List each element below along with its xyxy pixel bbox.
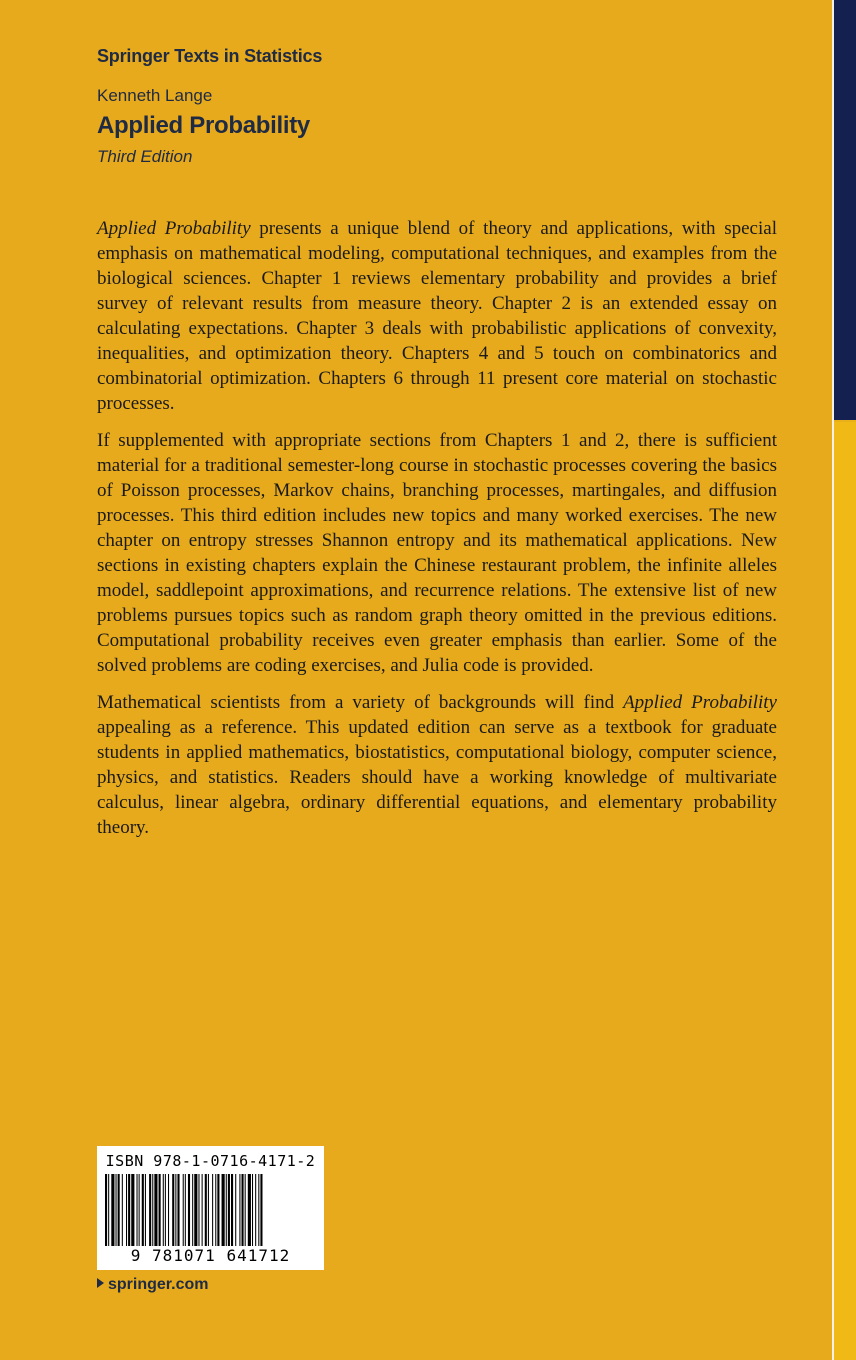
book-title: Applied Probability xyxy=(97,112,310,139)
blurb-paragraph-3-text: appealing as a reference. This updated edition can serve as a textbook for graduate students in applied mathematics, biostatistics, computational biology, computer science, physics, and statistics. Readers should have a working knowledge of multivariate calculus, linear algebra, ordinary differential equations, and elementary probability theory. xyxy=(97,717,777,838)
publisher-website-label: springer.com xyxy=(108,1276,209,1293)
blurb-paragraph-3-lead: Mathematical scientists from a variety of backgrounds will find xyxy=(97,692,624,713)
spine-divider-line xyxy=(832,0,834,1360)
barcode-panel xyxy=(97,1146,324,1270)
blurb-paragraph-3 xyxy=(97,690,777,840)
barcode-icon xyxy=(105,1174,316,1246)
blurb-title-ref: Applied Probability xyxy=(97,218,251,239)
edition-label: Third Edition xyxy=(97,147,193,166)
series-name: Springer Texts in Statistics xyxy=(97,46,323,66)
author-name: Kenneth Lange xyxy=(97,86,213,105)
blurb-title-ref-2: Applied Probability xyxy=(623,692,777,713)
blurb-paragraph-1 xyxy=(97,216,777,416)
blurb xyxy=(97,216,777,852)
blurb-paragraph-1-text: presents a unique blend of theory and applications, with special emphasis on mathematical modeling, computational techniques, and examples from the biological sciences. Chapter 1 reviews elementary probability and provides a brief survey of relevant results from measure theory. Chapter 2 is an extended essay on calculating expectations. Chapter 3 deals with probabilistic applications of convexity, inequalities, and optimization theory. Chapters 4 and 5 touch on combinatorics and combinatorial optimization. Chapters 6 through 11 present core material on stochastic processes. xyxy=(97,218,777,414)
arrow-right-icon xyxy=(97,1278,104,1288)
isbn-label: ISBN 978-1-0716-4171-2 xyxy=(105,1152,316,1170)
spine-gold-band xyxy=(832,422,856,1360)
blurb-paragraph-2: If supplemented with appropriate sections from Chapters 1 and 2, there is sufficient material for a traditional semester-long course in stochastic processes covering the basics of Poisson processes, Markov chains, branching processes, martingales, and diffusion processes. This third edition includes new topics and many worked exercises. The new chapter on entropy stresses Shannon entropy and its mathematical applications. New sections in existing chapters explain the Chinese restaurant problem, the infinite alleles model, saddlepoint approximations, and recurrence relations. The extensive list of new problems pursues topics such as random graph theory omitted in the previous editions. Computational probability receives even greater emphasis than earlier. Some of the solved problems are coding exercises, and Julia code is provided. xyxy=(97,430,777,676)
publisher-website[interactable] xyxy=(97,1276,208,1294)
barcode-digits: 9 781071 641712 xyxy=(130,1246,291,1265)
spine-navy-band xyxy=(832,0,856,420)
spine-edge xyxy=(832,0,856,1360)
